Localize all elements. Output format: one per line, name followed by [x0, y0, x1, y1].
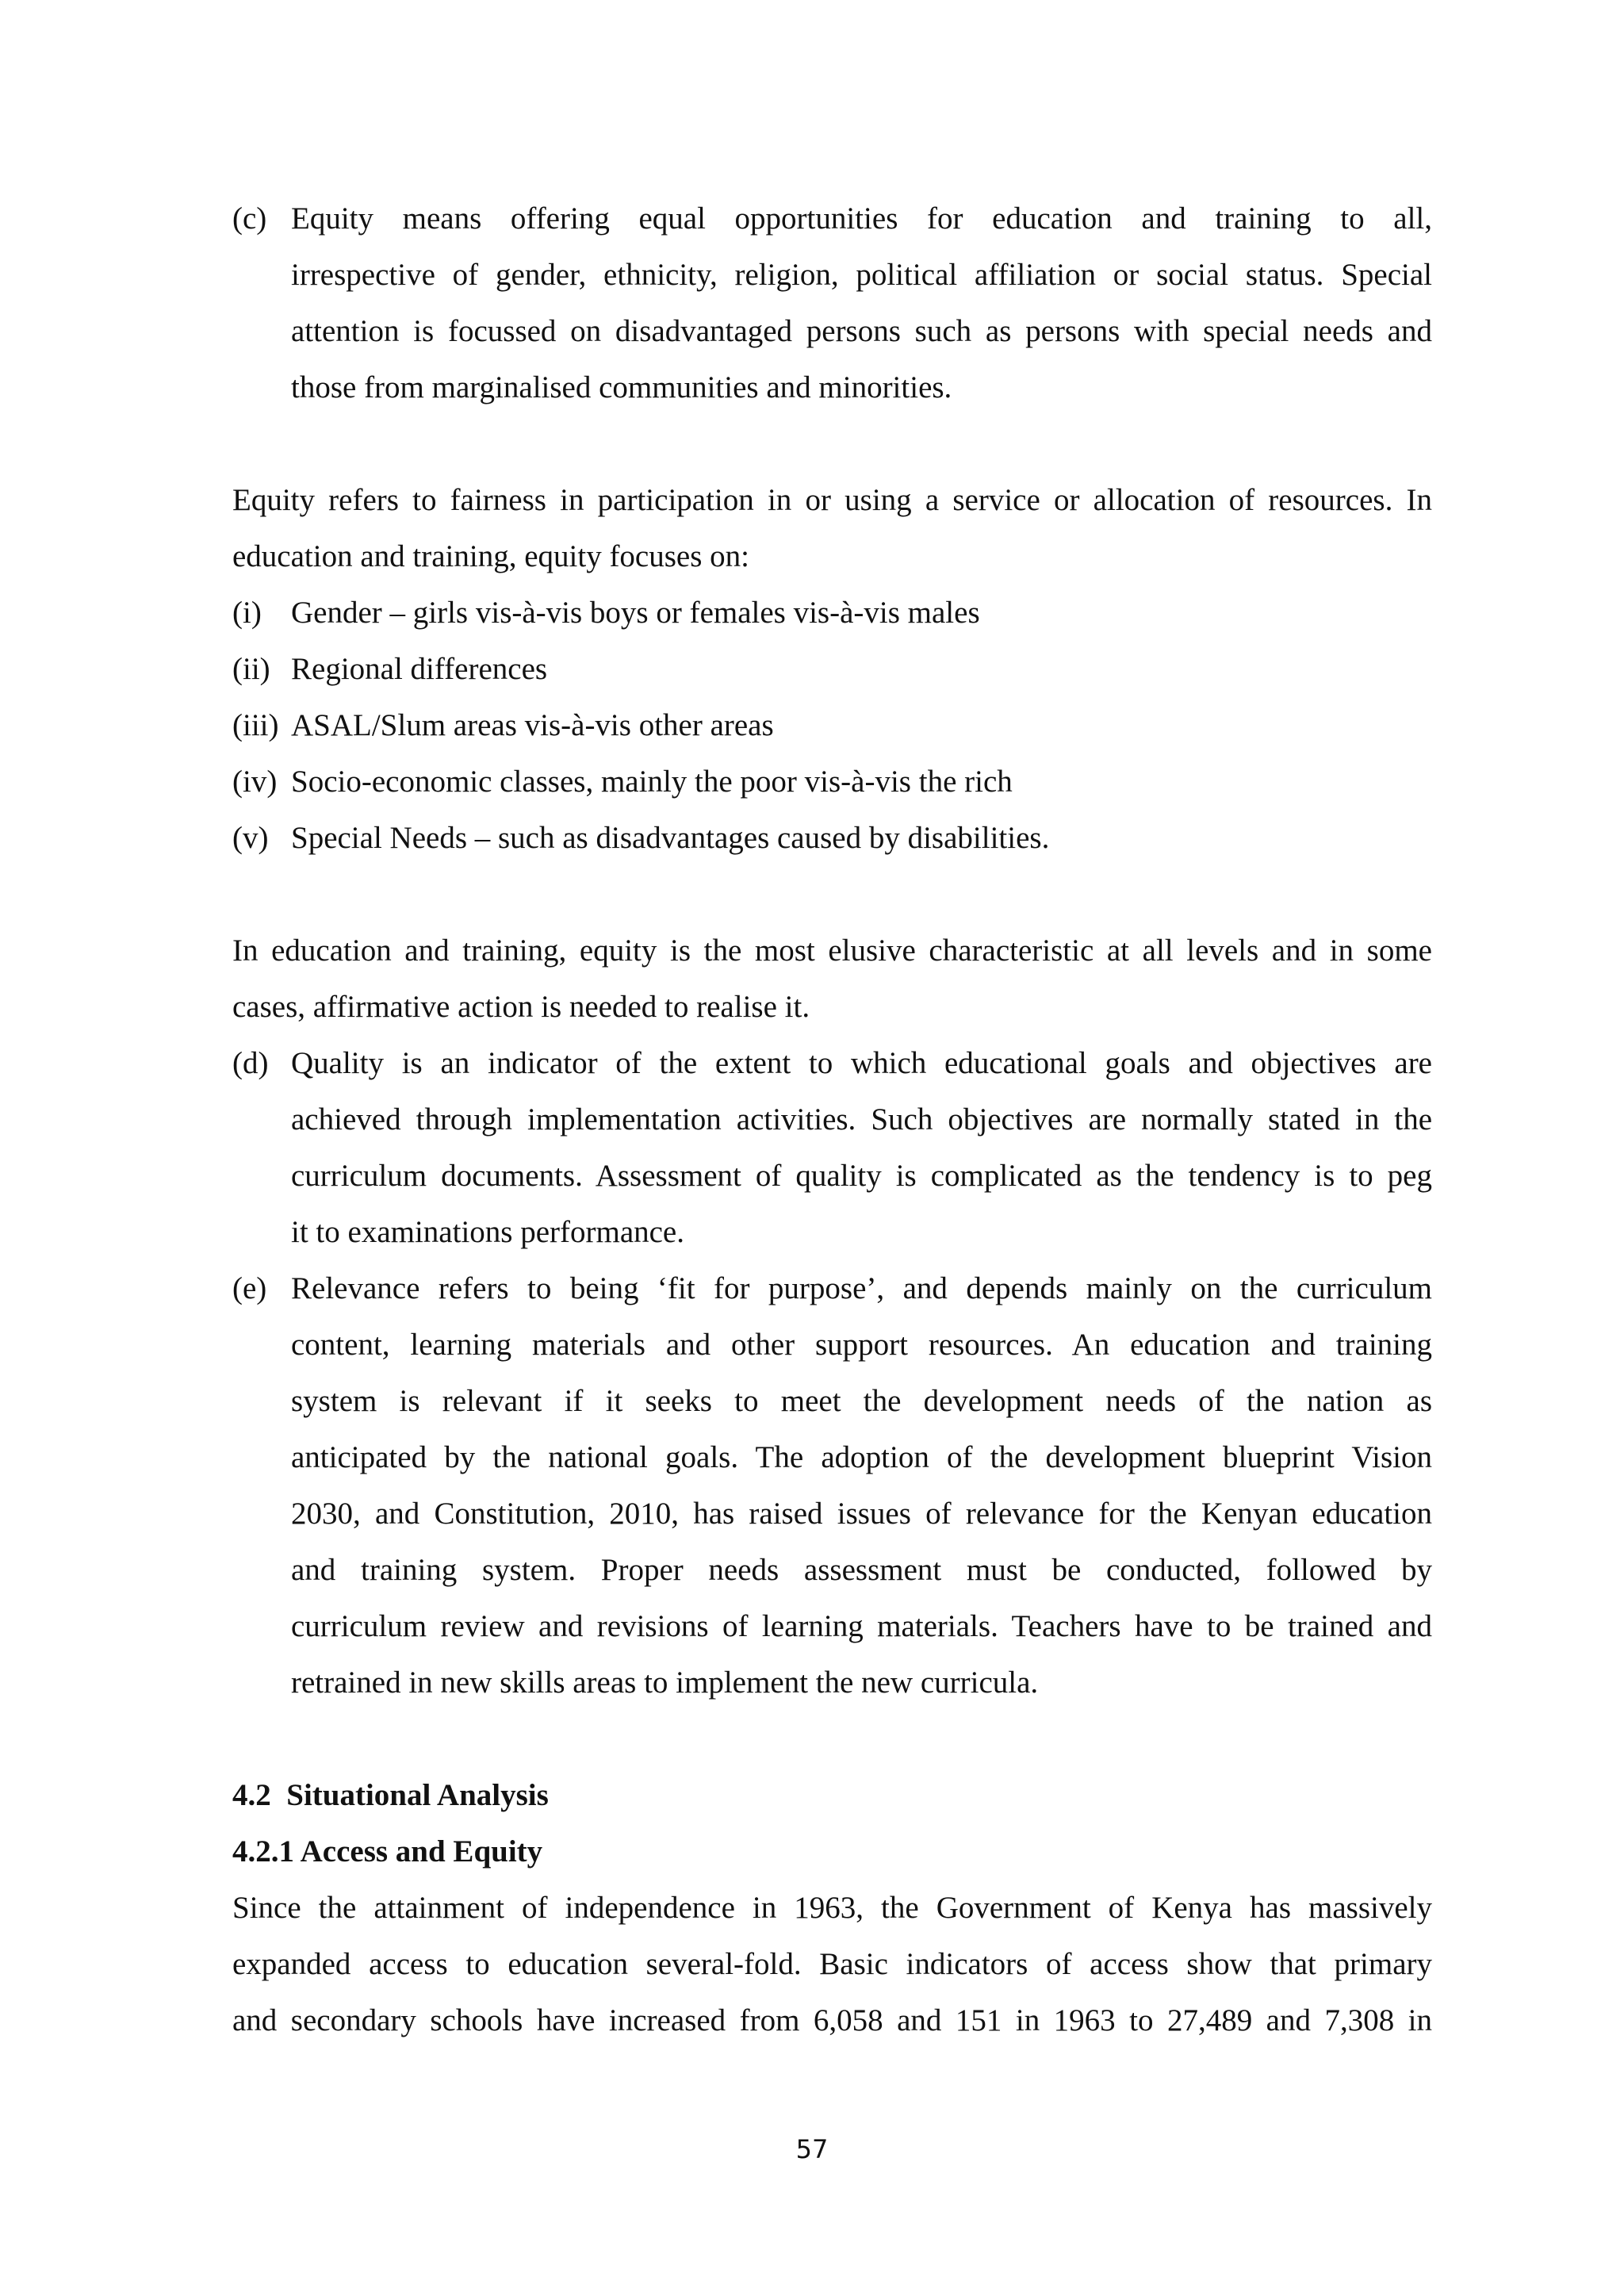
text-line: anticipated by the national goals. The adoption of the development blueprint Vision [291, 1440, 1432, 1474]
list-item [232, 697, 1432, 753]
text-line: Since the attainment of independence in 1963, the Government of Kenya has massively [232, 1891, 1432, 1925]
text-line: 2030, and Constitution, 2010, has raised issues of relevance for the Kenyan education [291, 1497, 1432, 1531]
item-text: Special Needs – such as disadvantages caused by disabilities. [291, 821, 1050, 855]
item-number: (v) [232, 821, 269, 855]
list-item [232, 753, 1432, 810]
item-number: (ii) [232, 652, 270, 686]
text-line: In education and training, equity is the most elusive characteristic at all levels and in some [232, 933, 1432, 968]
text-line: Equity refers to fairness in participation in or using a service or allocation of resources. In [232, 483, 1432, 517]
list-item [232, 641, 1432, 697]
item-text: Socio-economic classes, mainly the poor vis-à-vis the rich [291, 765, 1013, 799]
item-text: ASAL/Slum areas vis-à-vis other areas [291, 708, 774, 742]
subsection-heading: 4.2.1 Access and Equity [232, 1834, 543, 1869]
list-item [232, 585, 1432, 641]
text-line: irrespective of gender, ethnicity, religion, political affiliation or social status. Special [291, 258, 1432, 292]
text-line: and training system. Proper needs assessment must be conducted, followed by [291, 1553, 1432, 1587]
list-item [232, 810, 1432, 866]
item-number: (i) [232, 596, 262, 630]
text-line: it to examinations performance. [291, 1215, 684, 1249]
equity-focus-list [232, 585, 1432, 866]
access-paragraph [232, 1880, 1432, 2049]
item-text: Gender – girls vis-à-vis boys or females vis-à-vis males [291, 596, 980, 630]
section-heading: 4.2 Situational Analysis [232, 1778, 549, 1812]
spacer [232, 1711, 1432, 1767]
item-number: (c) [232, 201, 267, 236]
page-number: 57 [795, 2134, 829, 2164]
page-content [232, 190, 1432, 2049]
spacer [232, 416, 1432, 472]
item-text: Regional differences [291, 652, 548, 686]
text-line: and secondary schools have increased from 6,058 and 151 in 1963 to 27,489 and 7,308 in [232, 2003, 1432, 2037]
text-line: achieved through implementation activities. Such objectives are normally stated in the [291, 1102, 1432, 1137]
text-line: expanded access to education several-fold. Basic indicators of access show that primary [232, 1947, 1432, 1981]
text-line: curriculum review and revisions of learning materials. Teachers have to be trained and [291, 1609, 1432, 1643]
elusive-paragraph [232, 922, 1432, 1035]
text-line: education and training, equity focuses on: [232, 539, 749, 573]
equity-paragraph [232, 472, 1432, 585]
text-line: retrained in new skills areas to implement the new curricula. [291, 1665, 1039, 1700]
text-line: those from marginalised communities and minorities. [291, 370, 952, 404]
list-item-c [232, 190, 1432, 416]
text-line: attention is focussed on disadvantaged persons such as persons with special needs and [291, 314, 1432, 348]
item-number: (d) [232, 1046, 269, 1080]
item-number: (iii) [232, 708, 279, 742]
spacer [232, 866, 1432, 922]
list-item-d [232, 1035, 1432, 1260]
text-line: Relevance refers to being ‘fit for purpose’, and depends mainly on the curriculum [291, 1271, 1432, 1305]
text-line: system is relevant if it seeks to meet the development needs of the nation as [291, 1384, 1432, 1418]
text-line: Quality is an indicator of the extent to which educational goals and objectives are [291, 1046, 1432, 1080]
text-line: cases, affirmative action is needed to realise it. [232, 990, 810, 1024]
text-line: Equity means offering equal opportunities for education and training to all, [291, 201, 1432, 236]
item-number: (e) [232, 1271, 267, 1305]
item-number: (iv) [232, 765, 278, 799]
text-line: content, learning materials and other support resources. An education and training [291, 1328, 1432, 1362]
text-line: curriculum documents. Assessment of quality is complicated as the tendency is to peg [291, 1159, 1432, 1193]
list-item-e [232, 1260, 1432, 1711]
